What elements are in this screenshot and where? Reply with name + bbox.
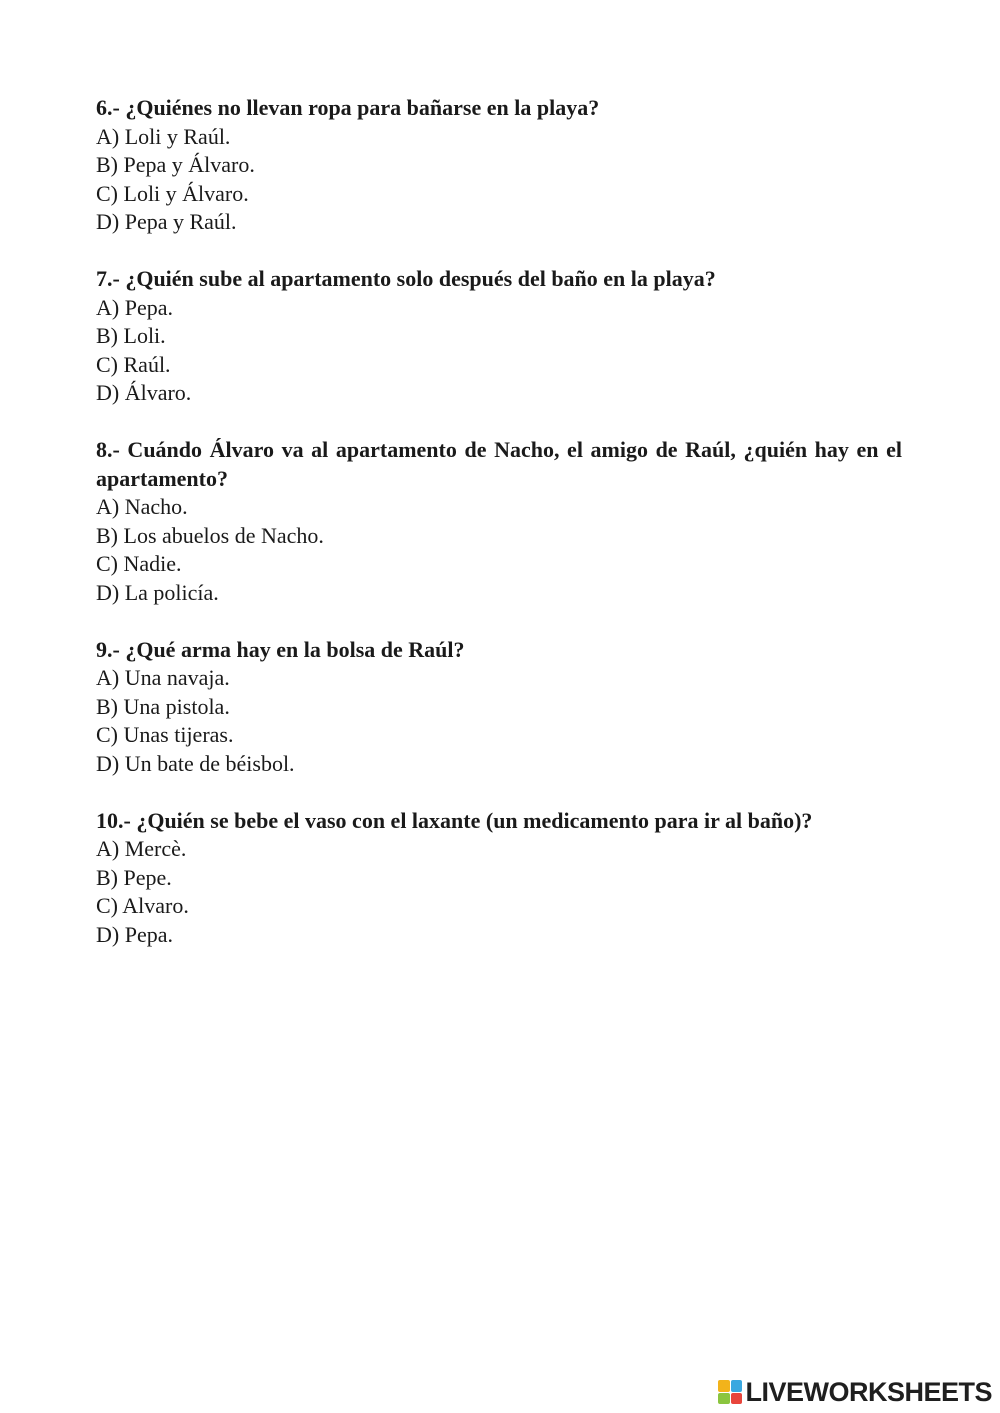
question-title: 8.- Cuándo Álvaro va al apartamento de Nacho, el amigo de Raúl, ¿quién hay en el apartamento? bbox=[96, 437, 902, 491]
logo-square-3 bbox=[718, 1393, 730, 1405]
watermark-text: LIVEWORKSHEETS bbox=[745, 1377, 992, 1407]
worksheet-page bbox=[96, 94, 902, 978]
logo-square-4 bbox=[731, 1393, 743, 1405]
question-title: 9.- ¿Qué arma hay en la bolsa de Raúl? bbox=[96, 636, 465, 662]
answer-option-c: C) Loli y Álvaro. bbox=[96, 180, 249, 206]
question-title: 6.- ¿Quiénes no llevan ropa para bañarse en la playa? bbox=[96, 95, 600, 120]
answer-option-b: B) Pepa y Álvaro. bbox=[96, 152, 255, 177]
answer-option-b: B) Loli. bbox=[96, 323, 166, 348]
logo-square-1 bbox=[718, 1380, 730, 1392]
question-8 bbox=[96, 436, 902, 607]
question-10 bbox=[96, 807, 902, 950]
answer-option-a: A) Pepa. bbox=[96, 294, 173, 320]
answer-option-a: A) Una navaja. bbox=[96, 665, 230, 690]
answer-option-d: D) Álvaro. bbox=[96, 380, 192, 405]
logo-square-2 bbox=[731, 1380, 743, 1392]
answer-option-d: D) Un bate de béisbol. bbox=[96, 750, 295, 776]
answer-option-d: D) Pepa. bbox=[96, 921, 173, 947]
answer-option-a: A) Mercè. bbox=[96, 836, 187, 861]
answer-option-b: B) Los abuelos de Nacho. bbox=[96, 522, 324, 548]
answer-option-a: A) Loli y Raúl. bbox=[96, 123, 231, 149]
liveworksheets-watermark bbox=[718, 1377, 992, 1407]
question-6 bbox=[96, 94, 902, 237]
answer-option-c: C) Nadie. bbox=[96, 551, 182, 576]
liveworksheets-logo-icon bbox=[718, 1380, 742, 1404]
question-title: 7.- ¿Quién sube al apartamento solo después del baño en la playa? bbox=[96, 266, 716, 291]
answer-option-b: B) Pepe. bbox=[96, 864, 172, 890]
question-7 bbox=[96, 265, 902, 408]
answer-option-c: C) Alvaro. bbox=[96, 893, 189, 918]
answer-option-d: D) Pepa y Raúl. bbox=[96, 209, 237, 234]
question-title: 10.- ¿Quién se bebe el vaso con el laxante (un medicamento para ir al baño)? bbox=[96, 807, 813, 833]
answer-option-c: C) Raúl. bbox=[96, 351, 171, 377]
answer-option-d: D) La policía. bbox=[96, 579, 219, 605]
answer-option-a: A) Nacho. bbox=[96, 494, 188, 519]
answer-option-c: C) Unas tijeras. bbox=[96, 722, 234, 747]
answer-option-b: B) Una pistola. bbox=[96, 693, 230, 719]
question-9 bbox=[96, 636, 902, 779]
